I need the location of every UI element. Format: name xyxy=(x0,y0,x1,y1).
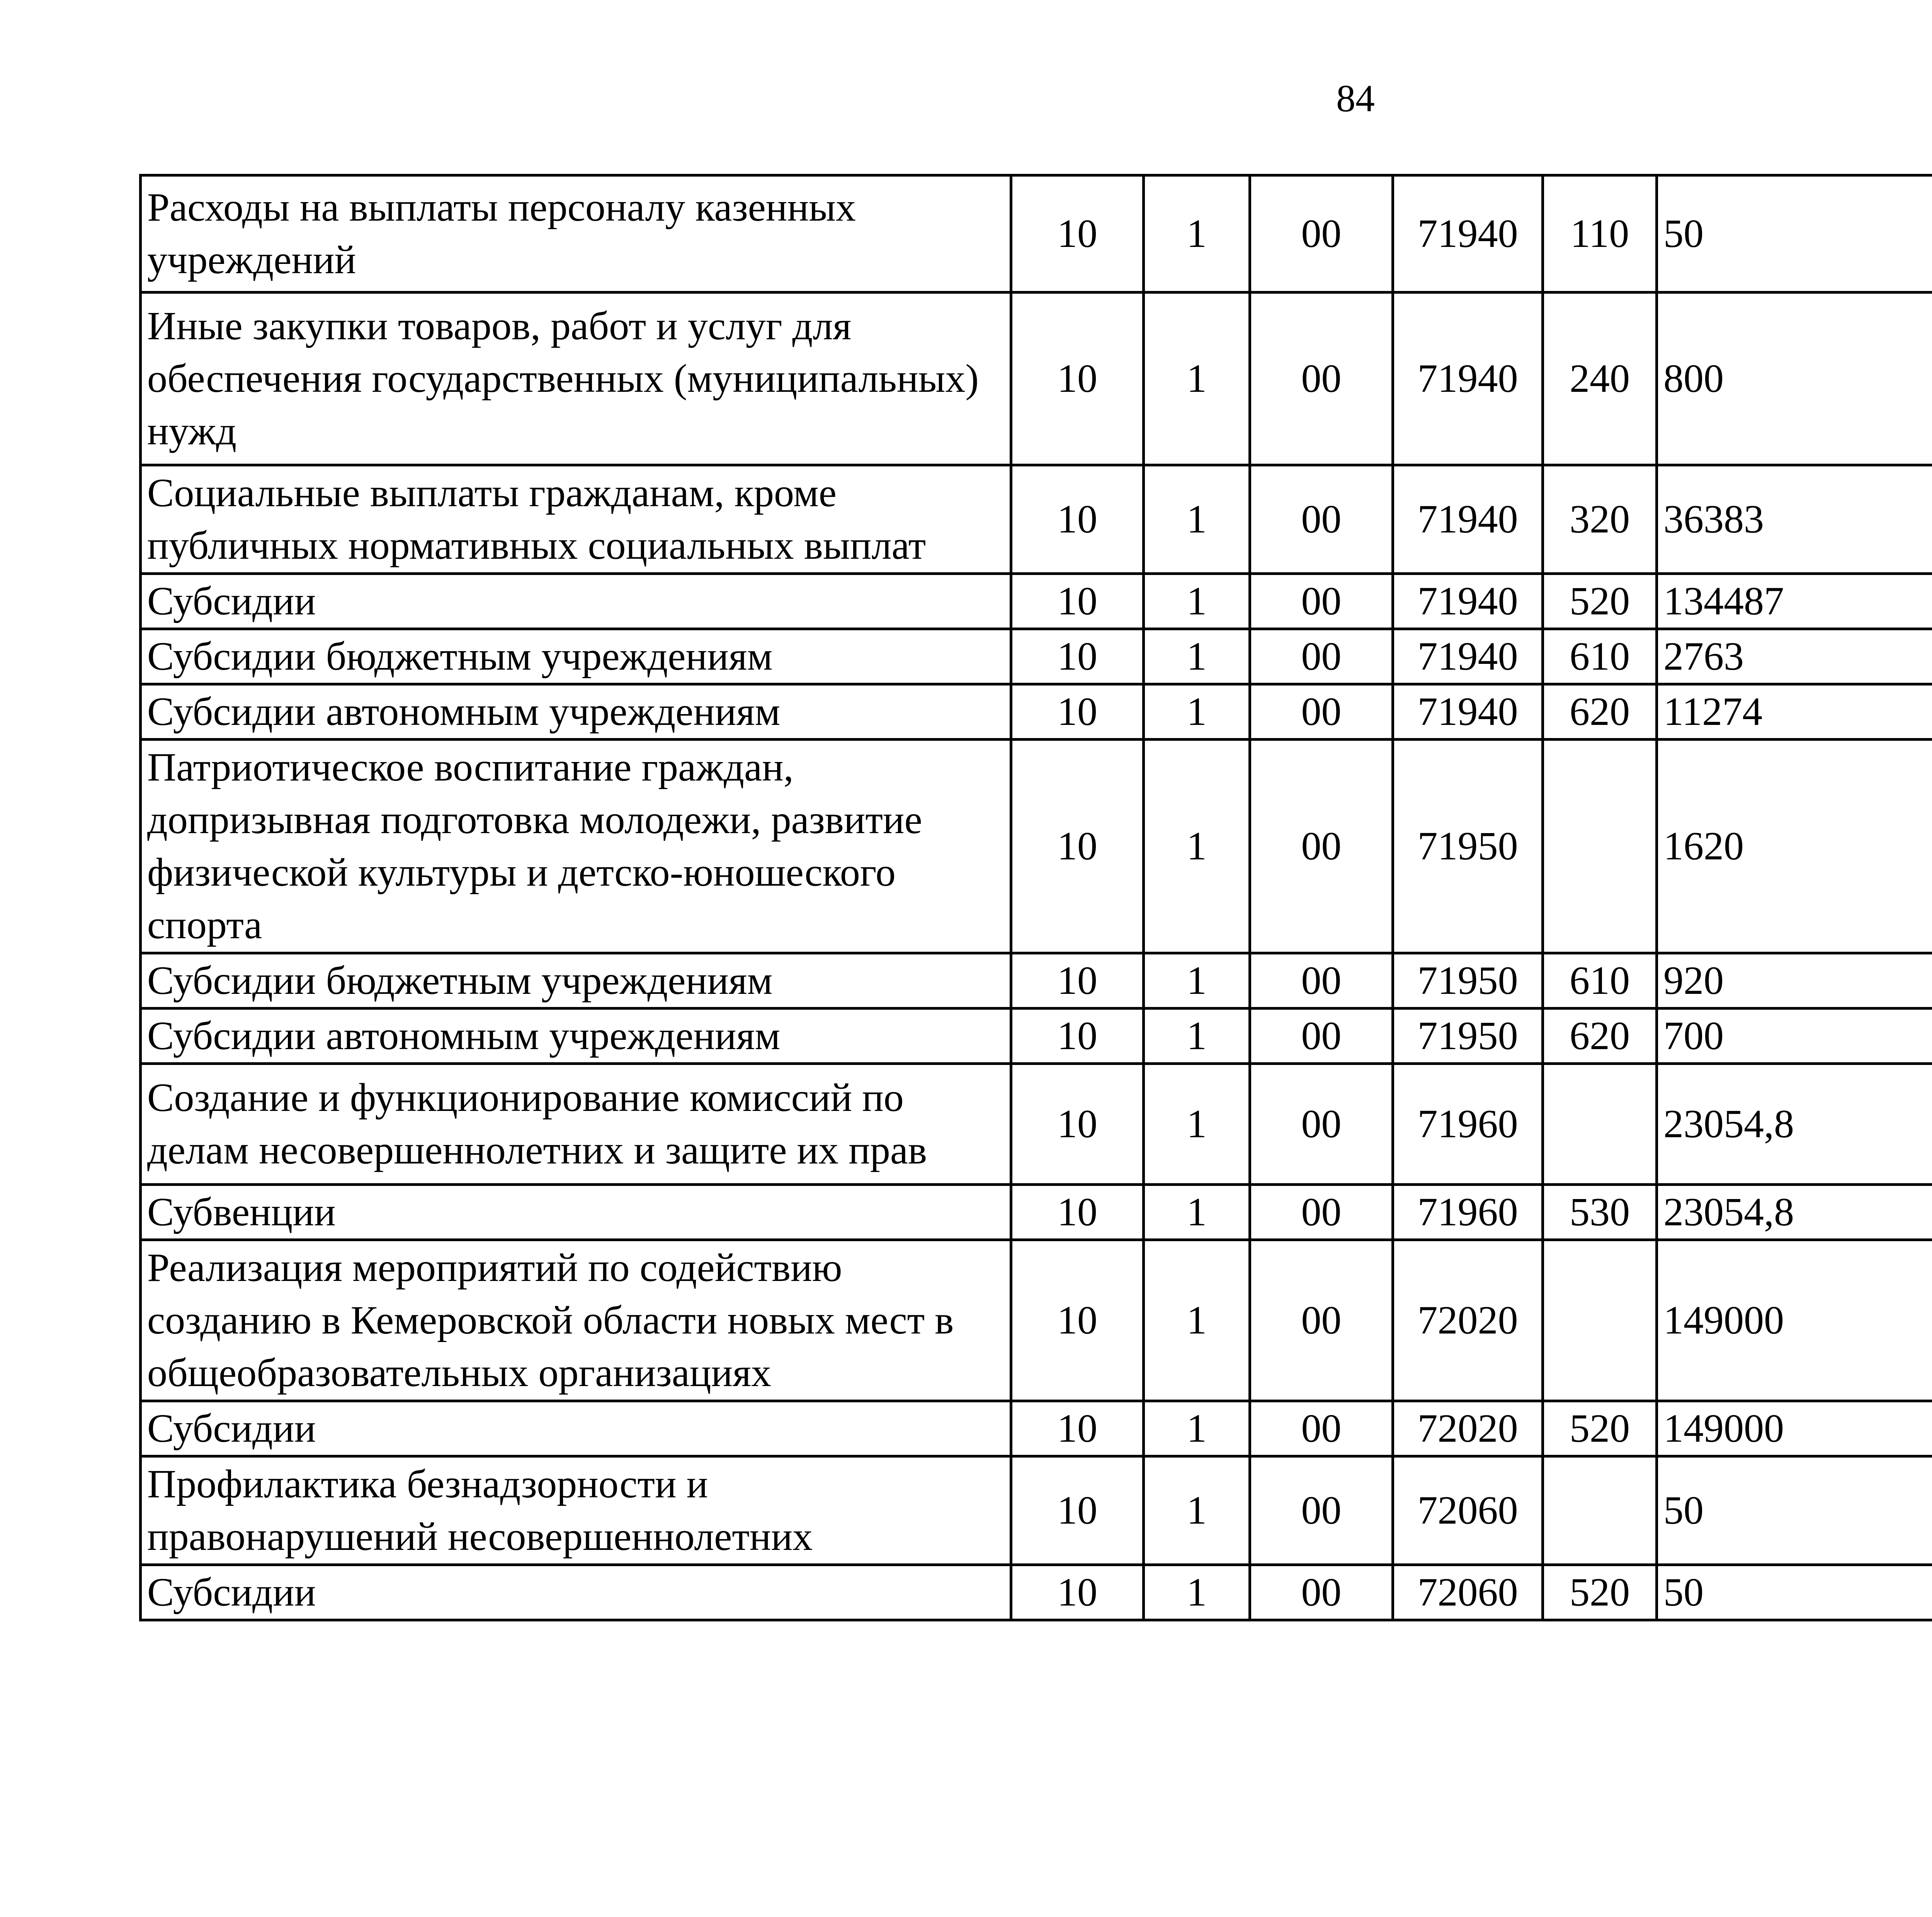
code-cell: 71940 xyxy=(1393,175,1543,293)
code-cell: 10 xyxy=(1011,574,1144,629)
table-row xyxy=(141,1064,1932,1185)
expense-name: Реализация мероприятий по содействию созданию в Кемеровской области новых мест в общеобразовательных организациях xyxy=(141,1240,1011,1401)
amount-cell: 149000 xyxy=(1657,1401,1932,1456)
code-cell: 00 xyxy=(1250,175,1393,293)
code-cell: 10 xyxy=(1011,1009,1144,1064)
code-cell: 00 xyxy=(1250,1456,1393,1565)
code-cell: 00 xyxy=(1250,953,1393,1009)
amount-cell: 700 xyxy=(1657,1009,1932,1064)
code-cell: 1 xyxy=(1144,574,1250,629)
code-cell xyxy=(1543,1456,1657,1565)
code-cell: 620 xyxy=(1543,1009,1657,1064)
amount-cell: 50 xyxy=(1657,1565,1932,1620)
expense-name: Субсидии бюджетным учреждениям xyxy=(141,953,1011,1009)
table-row xyxy=(141,1401,1932,1456)
amount-cell: 23054,8 xyxy=(1657,1064,1932,1185)
code-cell: 00 xyxy=(1250,740,1393,953)
code-cell: 71950 xyxy=(1393,740,1543,953)
code-cell: 71940 xyxy=(1393,293,1543,465)
code-cell: 10 xyxy=(1011,953,1144,1009)
expense-name: Субсидии xyxy=(141,1401,1011,1456)
expense-name: Субсидии бюджетным учреждениям xyxy=(141,629,1011,684)
code-cell: 520 xyxy=(1543,1565,1657,1620)
code-cell: 00 xyxy=(1250,293,1393,465)
page-number: 84 xyxy=(1336,77,1375,120)
code-cell: 530 xyxy=(1543,1185,1657,1240)
code-cell: 610 xyxy=(1543,953,1657,1009)
code-cell: 1 xyxy=(1144,465,1250,574)
code-cell: 00 xyxy=(1250,684,1393,740)
expense-name: Субсидии автономным учреждениям xyxy=(141,684,1011,740)
code-cell: 72060 xyxy=(1393,1565,1543,1620)
code-cell: 71940 xyxy=(1393,629,1543,684)
expense-name: Социальные выплаты гражданам, кроме публичных нормативных социальных выплат xyxy=(141,465,1011,574)
code-cell: 72020 xyxy=(1393,1240,1543,1401)
code-cell: 620 xyxy=(1543,684,1657,740)
amount-cell: 2763 xyxy=(1657,629,1932,684)
code-cell: 10 xyxy=(1011,1401,1144,1456)
amount-cell: 36383 xyxy=(1657,465,1932,574)
amount-cell: 50 xyxy=(1657,1456,1932,1565)
table-row xyxy=(141,1456,1932,1565)
code-cell: 1 xyxy=(1144,1565,1250,1620)
code-cell: 10 xyxy=(1011,1240,1144,1401)
code-cell xyxy=(1543,740,1657,953)
code-cell: 00 xyxy=(1250,465,1393,574)
expense-name: Иные закупки товаров, работ и услуг для обеспечения государственных (муниципальных) нужд xyxy=(141,293,1011,465)
table-row xyxy=(141,1565,1932,1620)
code-cell: 320 xyxy=(1543,465,1657,574)
amount-cell: 149000 xyxy=(1657,1240,1932,1401)
expense-name: Субсидии xyxy=(141,574,1011,629)
amount-cell: 920 xyxy=(1657,953,1932,1009)
code-cell: 00 xyxy=(1250,574,1393,629)
code-cell: 1 xyxy=(1144,953,1250,1009)
code-cell: 00 xyxy=(1250,1185,1393,1240)
code-cell: 1 xyxy=(1144,1009,1250,1064)
code-cell: 10 xyxy=(1011,1185,1144,1240)
expense-name: Профилактика безнадзорности и правонарушений несовершеннолетних xyxy=(141,1456,1011,1565)
code-cell: 10 xyxy=(1011,465,1144,574)
code-cell: 1 xyxy=(1144,1401,1250,1456)
code-cell: 520 xyxy=(1543,1401,1657,1456)
amount-cell: 50 xyxy=(1657,175,1932,293)
code-cell: 00 xyxy=(1250,1401,1393,1456)
code-cell: 10 xyxy=(1011,684,1144,740)
amount-cell: 134487 xyxy=(1657,574,1932,629)
code-cell xyxy=(1543,1064,1657,1185)
code-cell: 10 xyxy=(1011,629,1144,684)
code-cell: 72020 xyxy=(1393,1401,1543,1456)
code-cell: 71940 xyxy=(1393,465,1543,574)
amount-cell: 11274 xyxy=(1657,684,1932,740)
table-row xyxy=(141,740,1932,953)
table-row xyxy=(141,1009,1932,1064)
code-cell: 10 xyxy=(1011,740,1144,953)
code-cell: 71950 xyxy=(1393,953,1543,1009)
code-cell: 71960 xyxy=(1393,1064,1543,1185)
code-cell: 1 xyxy=(1144,1456,1250,1565)
table-row xyxy=(141,574,1932,629)
code-cell: 72060 xyxy=(1393,1456,1543,1565)
code-cell: 71940 xyxy=(1393,684,1543,740)
code-cell: 10 xyxy=(1011,1456,1144,1565)
code-cell: 71940 xyxy=(1393,574,1543,629)
code-cell: 1 xyxy=(1144,1185,1250,1240)
table-row xyxy=(141,175,1932,293)
code-cell: 00 xyxy=(1250,1009,1393,1064)
expense-name: Субсидии автономным учреждениям xyxy=(141,1009,1011,1064)
table-row xyxy=(141,1240,1932,1401)
code-cell: 00 xyxy=(1250,629,1393,684)
code-cell xyxy=(1543,1240,1657,1401)
code-cell: 00 xyxy=(1250,1064,1393,1185)
code-cell: 00 xyxy=(1250,1565,1393,1620)
code-cell: 240 xyxy=(1543,293,1657,465)
code-cell: 520 xyxy=(1543,574,1657,629)
code-cell: 10 xyxy=(1011,1064,1144,1185)
table-row xyxy=(141,629,1932,684)
table-row xyxy=(141,684,1932,740)
expense-name: Патриотическое воспитание граждан, допризывная подготовка молодежи, развитие физической культуры и детско-юношеского спорта xyxy=(141,740,1011,953)
code-cell: 00 xyxy=(1250,1240,1393,1401)
expense-name: Расходы на выплаты персоналу казенных учреждений xyxy=(141,175,1011,293)
code-cell: 1 xyxy=(1144,684,1250,740)
code-cell: 1 xyxy=(1144,175,1250,293)
code-cell: 10 xyxy=(1011,293,1144,465)
amount-cell: 1620 xyxy=(1657,740,1932,953)
code-cell: 10 xyxy=(1011,175,1144,293)
code-cell: 71960 xyxy=(1393,1185,1543,1240)
code-cell: 110 xyxy=(1543,175,1657,293)
expense-name: Субсидии xyxy=(141,1565,1011,1620)
expense-name: Создание и функционирование комиссий по делам несовершеннолетних и защите их прав xyxy=(141,1064,1011,1185)
table-row xyxy=(141,293,1932,465)
code-cell: 1 xyxy=(1144,1064,1250,1185)
code-cell: 1 xyxy=(1144,629,1250,684)
budget-table xyxy=(139,174,1932,1621)
amount-cell: 23054,8 xyxy=(1657,1185,1932,1240)
code-cell: 71950 xyxy=(1393,1009,1543,1064)
code-cell: 1 xyxy=(1144,1240,1250,1401)
amount-cell: 800 xyxy=(1657,293,1932,465)
table-row xyxy=(141,465,1932,574)
code-cell: 1 xyxy=(1144,293,1250,465)
table-row xyxy=(141,953,1932,1009)
table-row xyxy=(141,1185,1932,1240)
code-cell: 610 xyxy=(1543,629,1657,684)
expense-name: Субвенции xyxy=(141,1185,1011,1240)
code-cell: 10 xyxy=(1011,1565,1144,1620)
code-cell: 1 xyxy=(1144,740,1250,953)
